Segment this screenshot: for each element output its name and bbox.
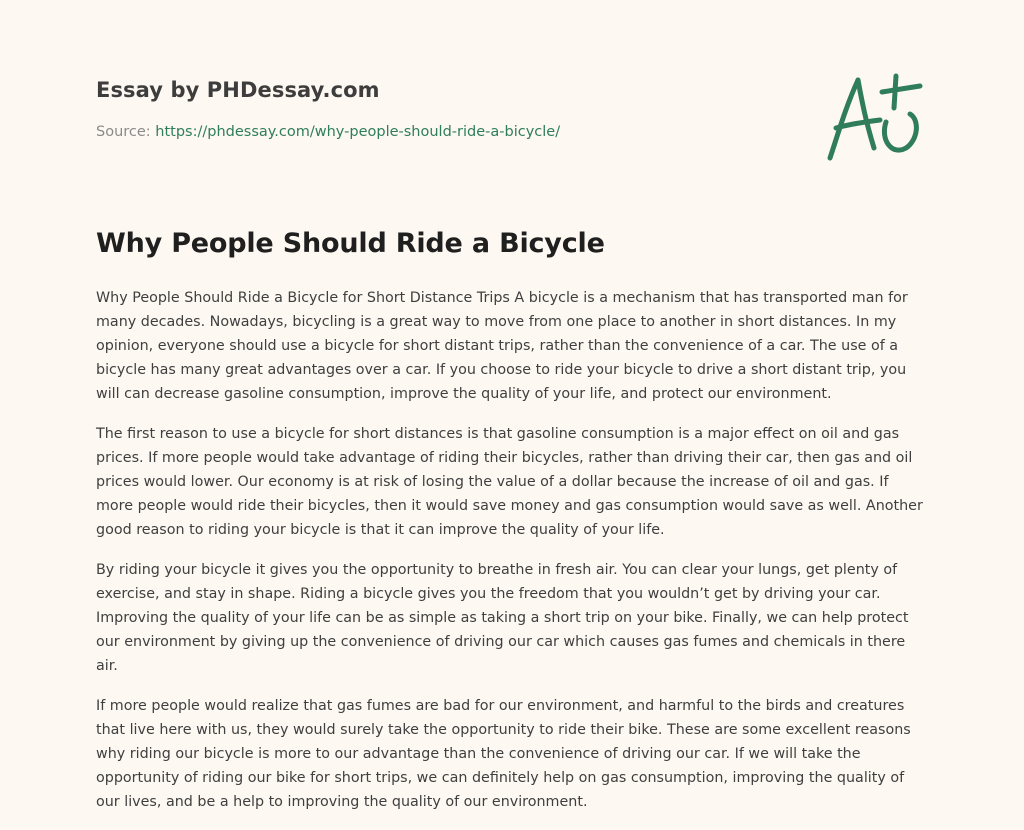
source-line bbox=[96, 122, 796, 142]
source-link[interactable]: https://phdessay.com/why-people-should-ride-a-bicycle/ bbox=[155, 124, 561, 140]
site-header bbox=[96, 76, 796, 142]
essay-paragraph: Why People Should Ride a Bicycle for Short Distance Trips A bicycle is a mechanism that has transported man for many decades. Nowadays, bicycling is a great way to move from one place to another in short distances. In my opinion, everyone should use a bicycle for short distant trips, rather than the convenience of a car. The use of a bicycle has many great advantages over a car. If you choose to ride your bicycle to drive a short distant trip, you will can decrease gasoline consumption, improve the quality of your life, and protect our environment. bbox=[96, 290, 908, 402]
a-plus-grade-logo-icon bbox=[820, 64, 930, 168]
essay-title: Why People Should Ride a Bicycle bbox=[96, 228, 605, 259]
essay-body bbox=[96, 286, 928, 830]
essay-paragraph: The first reason to use a bicycle for short distances is that gasoline consumption is a major effect on oil and gas prices. If more people would take advantage of riding their bicycles, rather than driving their car, then gas and oil prices would lower. Our economy is at risk of losing the value of a dollar because the increase of oil and gas. If more people would ride their bicycles, then it would save money and gas consumption would save as well. Another good reason to riding your bicycle is that it can improve the quality of your life. bbox=[96, 426, 923, 538]
site-title: Essay by PHDessay.com bbox=[96, 78, 380, 102]
essay-paragraph: By riding your bicycle it gives you the opportunity to breathe in fresh air. You can clear your lungs, get plenty of exercise, and stay in shape. Riding a bicycle gives you the freedom that you wouldn’t get by driving your car. Improving the quality of your life can be as simple as taking a short trip on your bike. Finally, we can help protect our environment by giving up the convenience of driving our car which causes gas fumes and chemicals in there air. bbox=[96, 562, 909, 674]
essay-paragraph: If more people would realize that gas fumes are bad for our environment, and harmful to the birds and creatures that live here with us, they would surely take the opportunity to ride their bike. These are some excellent reasons why riding our bicycle is more to our advantage than the convenience of driving our car. If we will take the opportunity of riding our bike for short trips, we can definitely help on gas consumption, improving the quality of our lives, and be a help to improving the quality of our environment. bbox=[96, 698, 911, 810]
source-label: Source: bbox=[96, 124, 156, 140]
